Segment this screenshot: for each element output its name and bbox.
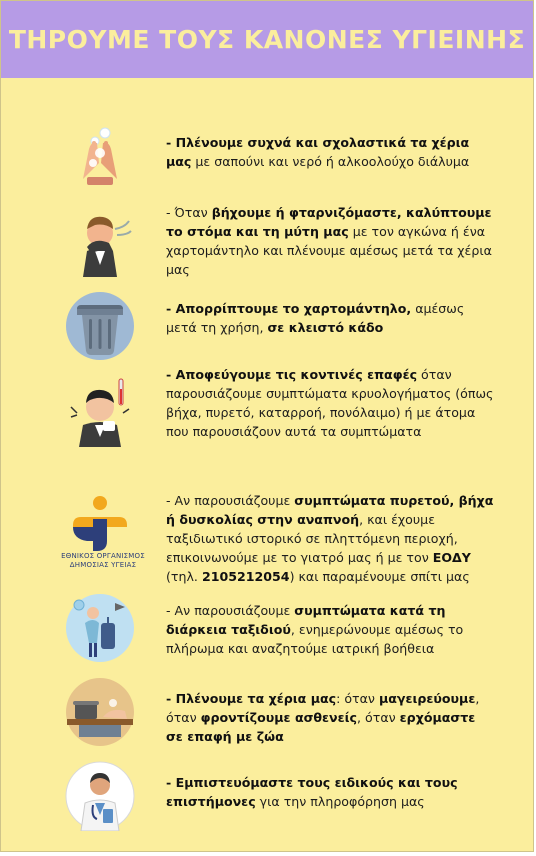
rule-text-normal: , όταν bbox=[166, 691, 480, 725]
rule-text-normal: ) και παραμένουμε σπίτι μας bbox=[289, 569, 470, 584]
rule-text-normal: (τηλ. bbox=[166, 569, 202, 584]
rule-text-normal: - Αν παρουσιάζουμε bbox=[166, 493, 295, 508]
rule-text-bold: - Πλένουμε συχνά και σχολαστικά τα χέρια μας bbox=[166, 135, 470, 169]
rule-text-normal: : όταν bbox=[336, 691, 379, 706]
rule-text-bold: 2105212054 bbox=[201, 569, 290, 584]
rule-text-bold: βήχουμε ή φταρνιζόμαστε, καλύπτουμε το στόμα και τη μύτη μας bbox=[166, 205, 492, 239]
title-banner bbox=[1, 1, 533, 78]
doctor-icon bbox=[65, 761, 135, 831]
rule-text-3 bbox=[166, 299, 496, 337]
rule-text-5 bbox=[166, 491, 496, 586]
cooking-hands-icon bbox=[65, 677, 135, 747]
rule-text-bold: ΕΟΔΥ bbox=[432, 550, 471, 565]
rule-text-normal: με σαπούνι και νερό ή αλκοολούχο διάλυμα bbox=[191, 154, 470, 169]
rule-text-bold: ερχόμαστε σε επαφή με ζώα bbox=[166, 710, 476, 744]
trash-bin-icon bbox=[65, 291, 135, 361]
sick-person-icon bbox=[65, 377, 135, 447]
rule-text-bold: σε κλειστό κάδο bbox=[267, 320, 384, 335]
rule-text-bold: συμπτώματα κατά τη διάρκεια ταξιδιού bbox=[166, 603, 446, 637]
traveler-icon bbox=[65, 593, 135, 663]
handwashing-icon bbox=[65, 119, 135, 189]
rule-text-normal: - Όταν bbox=[166, 205, 212, 220]
rule-text-normal: , ενημερώνουμε αμέσως το πλήρωμα και αναζητούμε ιατρική βοήθεια bbox=[166, 622, 464, 656]
rule-text-normal: αμέσως μετά τη χρήση, bbox=[166, 301, 465, 335]
rule-text-normal: για την πληροφόρηση μας bbox=[255, 794, 425, 809]
page-title: ΤΗΡΟΥΜΕ ΤΟΥΣ ΚΑΝΟΝΕΣ ΥΓΙΕΙΝΗΣ bbox=[8, 25, 526, 54]
rule-text-1 bbox=[166, 133, 496, 171]
rule-text-bold: συμπτώματα πυρετού, βήχα ή δυσκολίας στην αναπνοή bbox=[166, 493, 494, 527]
rule-text-2 bbox=[166, 203, 496, 279]
rule-text-bold: - Πλένουμε τα χέρια μας bbox=[166, 691, 337, 706]
rule-text-bold: - Απορρίπτουμε το χαρτομάντηλο, bbox=[166, 301, 412, 316]
rule-text-bold: - Εμπιστευόμαστε τους ειδικούς και τους επιστήμονες bbox=[166, 775, 458, 809]
rule-text-normal: , όταν bbox=[357, 710, 400, 725]
sneezing-person-icon bbox=[65, 207, 135, 277]
rule-text-6 bbox=[166, 601, 496, 658]
rule-text-normal: - Αν παρουσιάζουμε bbox=[166, 603, 295, 618]
rule-text-normal: , και έχουμε ταξιδιωτικό ιστορικό σε πληττόμενη περιοχή, επικοινωνούμε με το γιατρό μας ή με τον bbox=[166, 512, 458, 565]
rule-text-bold: φροντίζουμε ασθενείς bbox=[200, 710, 358, 725]
rule-text-4 bbox=[166, 365, 496, 441]
rule-text-bold: μαγειρεύουμε bbox=[378, 691, 476, 706]
rule-text-bold: - Αποφεύγουμε τις κοντινές επαφές bbox=[166, 367, 418, 382]
rule-text-8 bbox=[166, 773, 496, 811]
rule-text-normal: με τον αγκώνα ή ένα χαρτομάντηλο και πλένουμε αμέσως μετά τα χέρια μας bbox=[166, 224, 492, 277]
rule-text-7 bbox=[166, 689, 496, 746]
eody-logo-label: ΕΘΝΙΚΟΣ ΟΡΓΑΝΙΣΜΟΣ ΔΗΜΟΣΙΑΣ ΥΓΕΙΑΣ bbox=[61, 552, 145, 569]
rule-text-normal: όταν παρουσιάζουμε συμπτώματα κρυολογήματος (όπως βήχα, πυρετό, καταρροή, πονόλαιμο) ή με άτομα που παρουσιάζουν αυτά τα συμπτώματα bbox=[166, 367, 494, 439]
